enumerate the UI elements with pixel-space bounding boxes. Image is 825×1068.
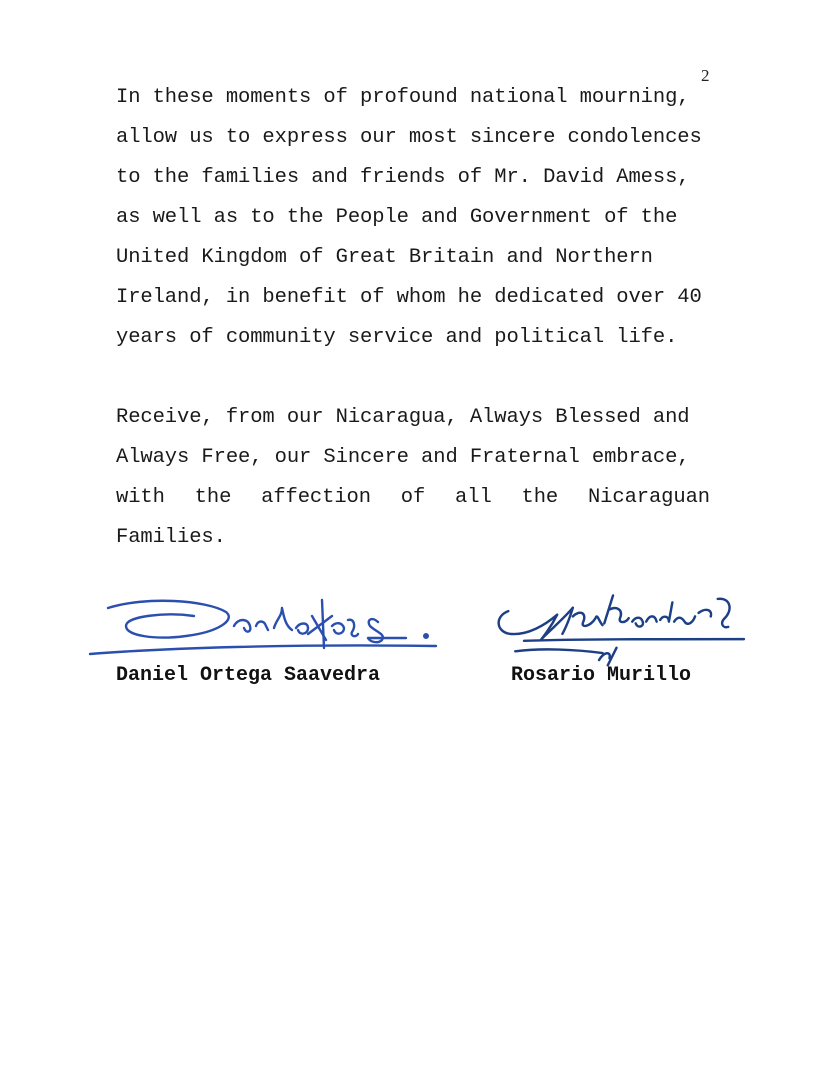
paragraph-line: Receive, from our Nicaragua, Always Blessed and bbox=[116, 406, 690, 429]
paragraph-line: as well as to the People and Government of the bbox=[116, 206, 678, 229]
paragraph-line: to the families and friends of Mr. David Amess, bbox=[116, 166, 690, 189]
signature-daniel-ortega bbox=[86, 578, 446, 674]
signatory-name: Daniel Ortega Saavedra bbox=[116, 664, 381, 687]
condolence-paragraph bbox=[116, 78, 710, 358]
paragraph-line: United Kingdom of Great Britain and Northern bbox=[116, 246, 653, 269]
paragraph-line: In these moments of profound national mourning, bbox=[116, 86, 690, 109]
embrace-paragraph bbox=[116, 398, 710, 558]
paragraph-line: Families. bbox=[116, 526, 226, 549]
page-number: 2 bbox=[701, 66, 710, 85]
paragraph-line: allow us to express our most sincere condolences bbox=[116, 126, 702, 149]
paragraph-line: with the affection of all the Nicaraguan bbox=[116, 486, 710, 509]
paragraph-line: Ireland, in benefit of whom he dedicated over 40 bbox=[116, 286, 702, 309]
paragraph-line: years of community service and political life. bbox=[116, 326, 678, 349]
paragraph-line: Always Free, our Sincere and Fraternal embrace, bbox=[116, 446, 690, 469]
signature-rosario-murillo bbox=[470, 578, 770, 674]
signatory-name: Rosario Murillo bbox=[511, 664, 692, 687]
